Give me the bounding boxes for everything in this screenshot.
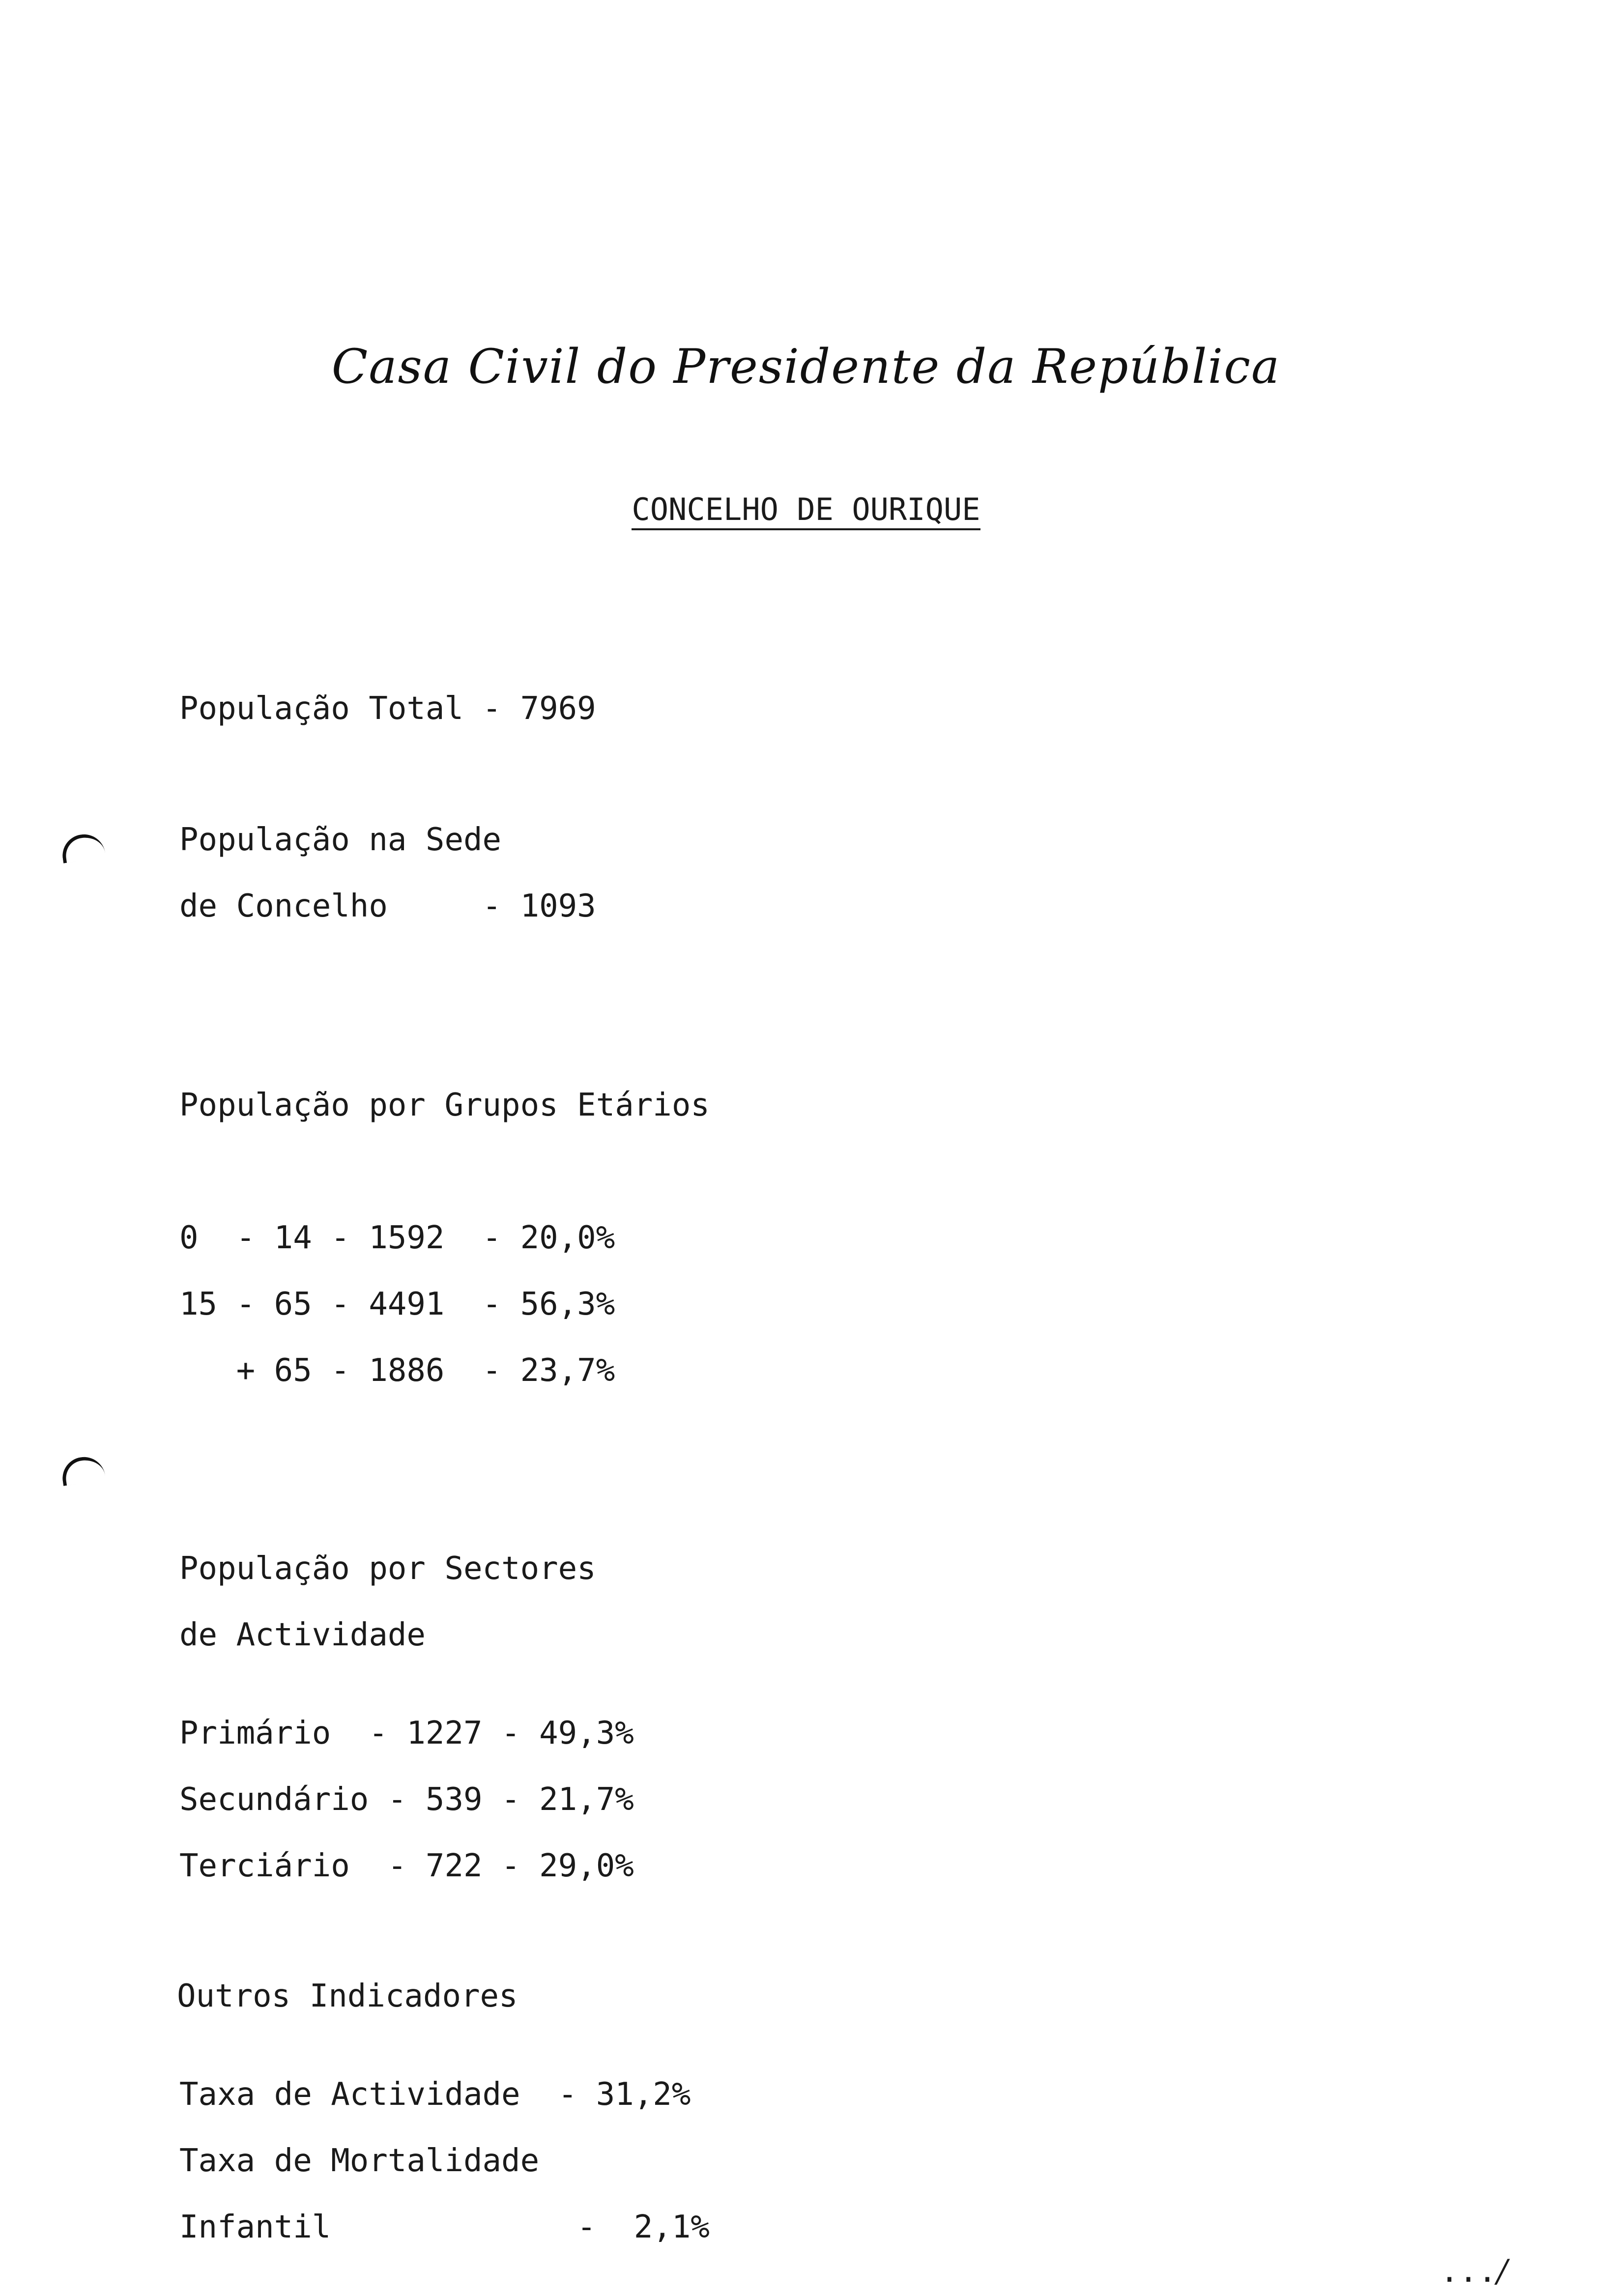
continuation-slash: / bbox=[1497, 2253, 1508, 2290]
continuation-dots: ... bbox=[1440, 2253, 1497, 2290]
sectores-row: Secundário - 539 - 21,7% bbox=[179, 1781, 634, 1818]
sede-line-1: População na Sede bbox=[179, 822, 502, 858]
grupos-etarios-row: + 65 - 1886 - 23,7% bbox=[179, 1352, 615, 1389]
populacao-total: População Total - 7969 bbox=[179, 690, 596, 727]
sectores-row: Terciário - 722 - 29,0% bbox=[179, 1848, 634, 1884]
sectores-heading-2: de Actividade bbox=[179, 1617, 426, 1653]
letterhead: Casa Civil do Presidente da República bbox=[331, 339, 1281, 394]
outros-heading: Outros Indicadores bbox=[177, 1978, 518, 2014]
sede-line-2: de Concelho - 1093 bbox=[179, 888, 596, 924]
grupos-etarios-row: 0 - 14 - 1592 - 20,0% bbox=[179, 1220, 615, 1256]
page-title-text: CONCELHO DE OURIQUE bbox=[632, 491, 980, 530]
grupos-etarios-row: 15 - 65 - 4491 - 56,3% bbox=[179, 1286, 615, 1322]
page-title bbox=[0, 491, 1612, 527]
outros-row: Taxa de Actividade - 31,2% bbox=[179, 2076, 691, 2113]
outros-row: Infantil - 2,1% bbox=[179, 2209, 710, 2245]
punch-hole-mark-top bbox=[60, 832, 106, 863]
outros-row: Taxa de Mortalidade bbox=[179, 2143, 540, 2179]
continuation-mark bbox=[1440, 2253, 1507, 2290]
sectores-heading-1: População por Sectores bbox=[179, 1550, 596, 1587]
sectores-row: Primário - 1227 - 49,3% bbox=[179, 1715, 634, 1751]
grupos-etarios-heading: População por Grupos Etários bbox=[179, 1087, 710, 1123]
punch-hole-mark-bottom bbox=[60, 1454, 106, 1486]
